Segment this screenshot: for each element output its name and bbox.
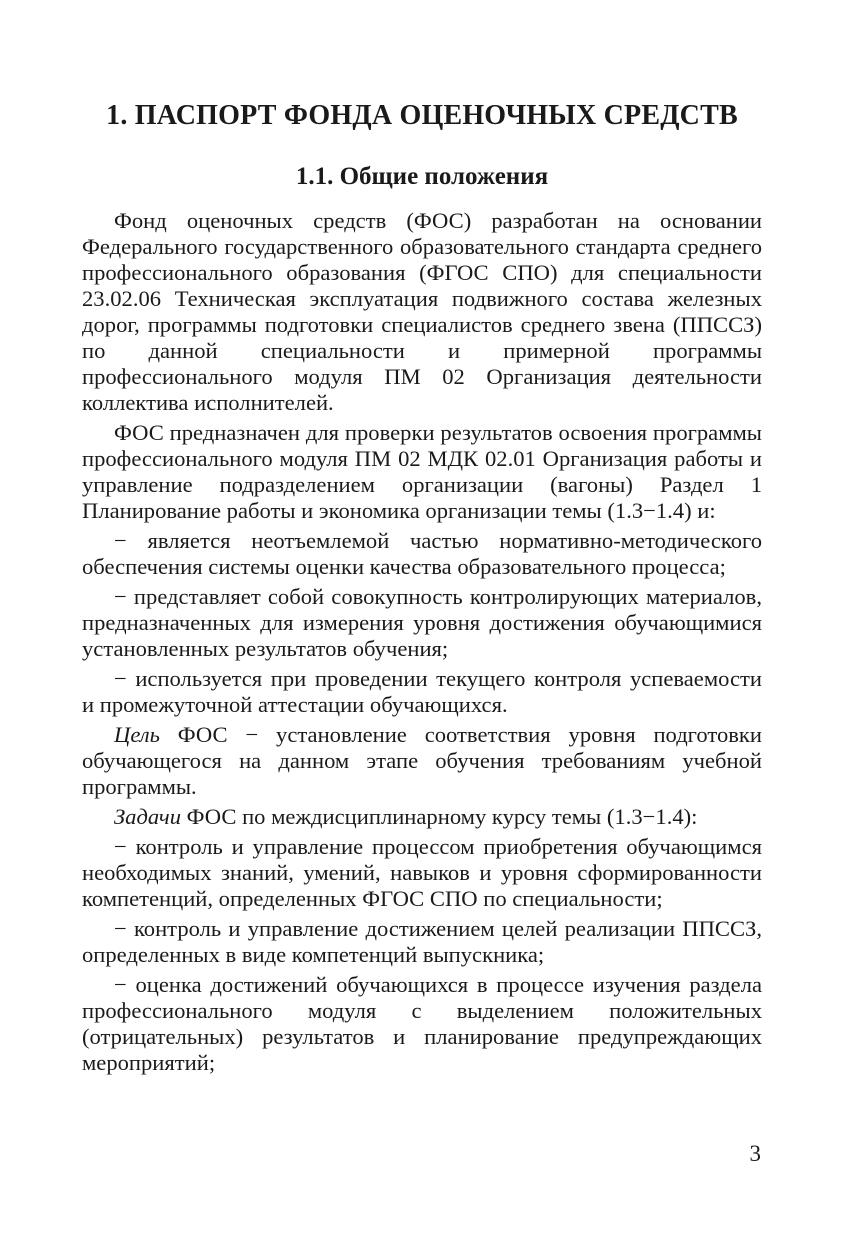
- list-item: − контроль и управление процессом приобретения обучающимся необходимых знаний, умений, навыков и уровня сформированности компетенций, определенных ФГОС СПО по специальности;: [82, 834, 762, 911]
- body-text: [82, 208, 762, 1076]
- document-page: [82, 96, 762, 1080]
- paragraph-goal: Цель ФОС − установление соответствия уровня подготовки обучающегося на данном этапе обучения требованиям учебной программы.: [82, 722, 762, 799]
- paragraph-tasks: Задачи ФОС по междисциплинарному курсу темы (1.3−1.4):: [114, 804, 698, 829]
- chapter-title: 1. ПАСПОРТ ФОНДА ОЦЕНОЧНЫХ СРЕДСТВ: [106, 100, 738, 131]
- list-item: − представляет собой совокупность контролирующих материалов, предназначенных для измерения уровня достижения обучающимися установленных результатов обучения;: [82, 584, 762, 661]
- italic-term: Цель: [114, 722, 160, 747]
- paragraph: Фонд оценочных средств (ФОС) разработан на основании Федерального государственного образовательного стандарта среднего профессионального образования (ФГОС СПО) для специальности 23.02.06 Техническая эксплуатация подвижного состава железных дорог, программы подготовки специалистов среднего звена (ППССЗ) по данной специальности и примерной программы профессионального модуля ПМ 02 Организация деятельности коллектива исполнителей.: [82, 208, 762, 415]
- section-title: 1.1. Общие положения: [295, 163, 549, 190]
- page-number: 3: [749, 1141, 761, 1166]
- list-item: − оценка достижений обучающихся в процессе изучения раздела профессионального модуля с выделением положительных (отрицательных) результатов и планирование предупреждающих мероприятий;: [82, 972, 762, 1075]
- list-item: − является неотъемлемой частью нормативно-методического обеспечения системы оценки качества образовательного процесса;: [82, 528, 762, 579]
- list-item: − контроль и управление достижением целей реализации ППССЗ, определенных в виде компетенций выпускника;: [82, 916, 762, 967]
- paragraph: ФОС предназначен для проверки результатов освоения программы профессионального модуля ПМ 02 МДК 02.01 Организация работы и управление подразделением организации (вагоны) Раздел 1 Планирование работы и экономика организации темы (1.3−1.4) и:: [82, 420, 762, 523]
- list-item: − используется при проведении текущего контроля успеваемости и промежуточной аттестации обучающихся.: [82, 666, 762, 717]
- italic-term: Задачи: [114, 804, 181, 829]
